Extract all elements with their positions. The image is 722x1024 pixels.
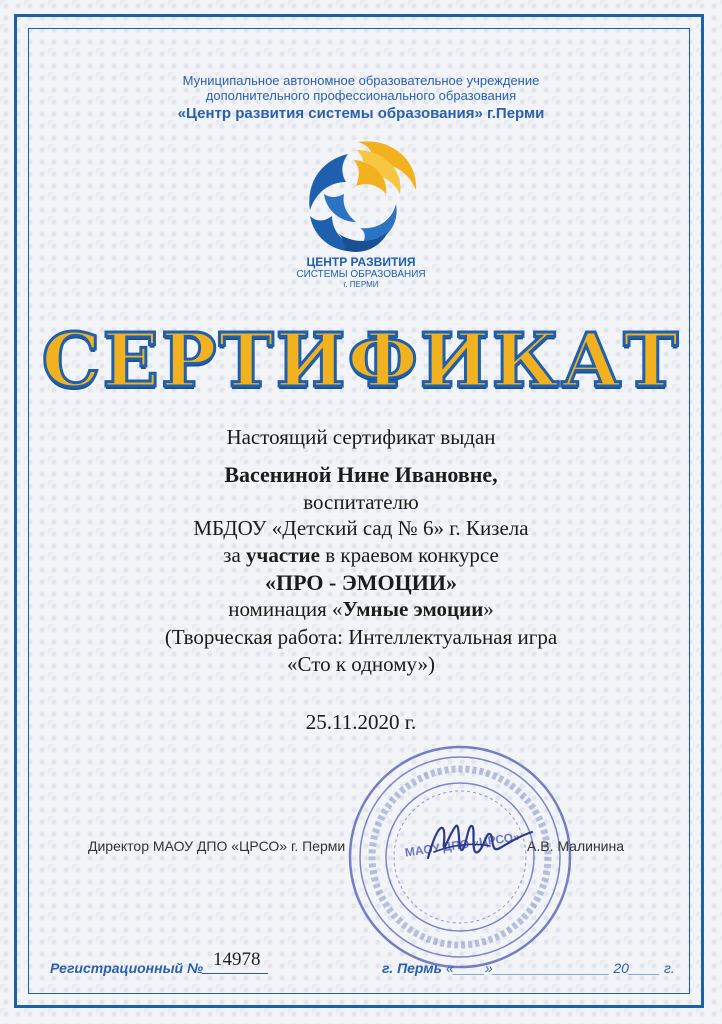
work-line-2: «Сто к одному»): [286, 652, 436, 676]
org-line-3: «Центр развития системы образования» г.Перми: [177, 105, 545, 122]
contest-name: «ПРО - ЭМОЦИИ»: [265, 570, 457, 595]
nomination-line: [0, 597, 722, 622]
city-label: г. Пермь: [382, 960, 442, 976]
participation-bold: участие: [246, 543, 320, 567]
issued-text: Настоящий сертификат выдан: [226, 425, 496, 449]
date-blank-field: «____»_______________ 20____ г.: [446, 960, 675, 976]
org-line-1: Муниципальное автономное образовательное учреждение: [182, 73, 540, 88]
logo-line-2: СИСТЕМЫ ОБРАЗОВАНИЯ: [296, 269, 426, 280]
logo-line-1: ЦЕНТР РАЗВИТИЯ: [306, 255, 416, 269]
registration-number: 14978: [213, 949, 261, 970]
recipient-institution: МБДОУ «Детский сад № 6» г. Кизела: [193, 516, 529, 540]
participation-line: [0, 543, 722, 568]
recipient-position: воспитателю: [303, 490, 419, 514]
director-signature-icon: [420, 812, 540, 872]
director-label: Директор МАОУ ДПО «ЦРСО» г. Перми: [88, 838, 346, 854]
registration-underline: [202, 973, 268, 974]
nomination-prefix: номинация «: [228, 597, 343, 621]
participation-prefix: за: [223, 543, 247, 567]
director-name: А.В. Малинина: [527, 838, 625, 854]
stamp-text: МАОУ ДПО «ЦРСО»: [404, 829, 521, 860]
work-line-1: (Творческая работа: Интеллектуальная игра: [164, 625, 558, 649]
registration-label: Регистрационный №: [50, 960, 204, 976]
crso-logo-icon: [296, 132, 426, 290]
issue-date: 25.11.2020 г.: [305, 710, 417, 734]
org-line-2: дополнительного профессионального образования: [205, 88, 517, 103]
recipient-name: Васениной Нине Ивановне,: [224, 462, 498, 487]
certificate-title: СЕРТИФИКАТ: [41, 318, 681, 404]
participation-suffix: в краевом конкурсе: [319, 543, 499, 567]
nomination-bold: Умные эмоции: [342, 597, 484, 621]
logo-line-3: г. ПЕРМИ: [343, 280, 379, 289]
nomination-suffix: »: [483, 597, 494, 621]
